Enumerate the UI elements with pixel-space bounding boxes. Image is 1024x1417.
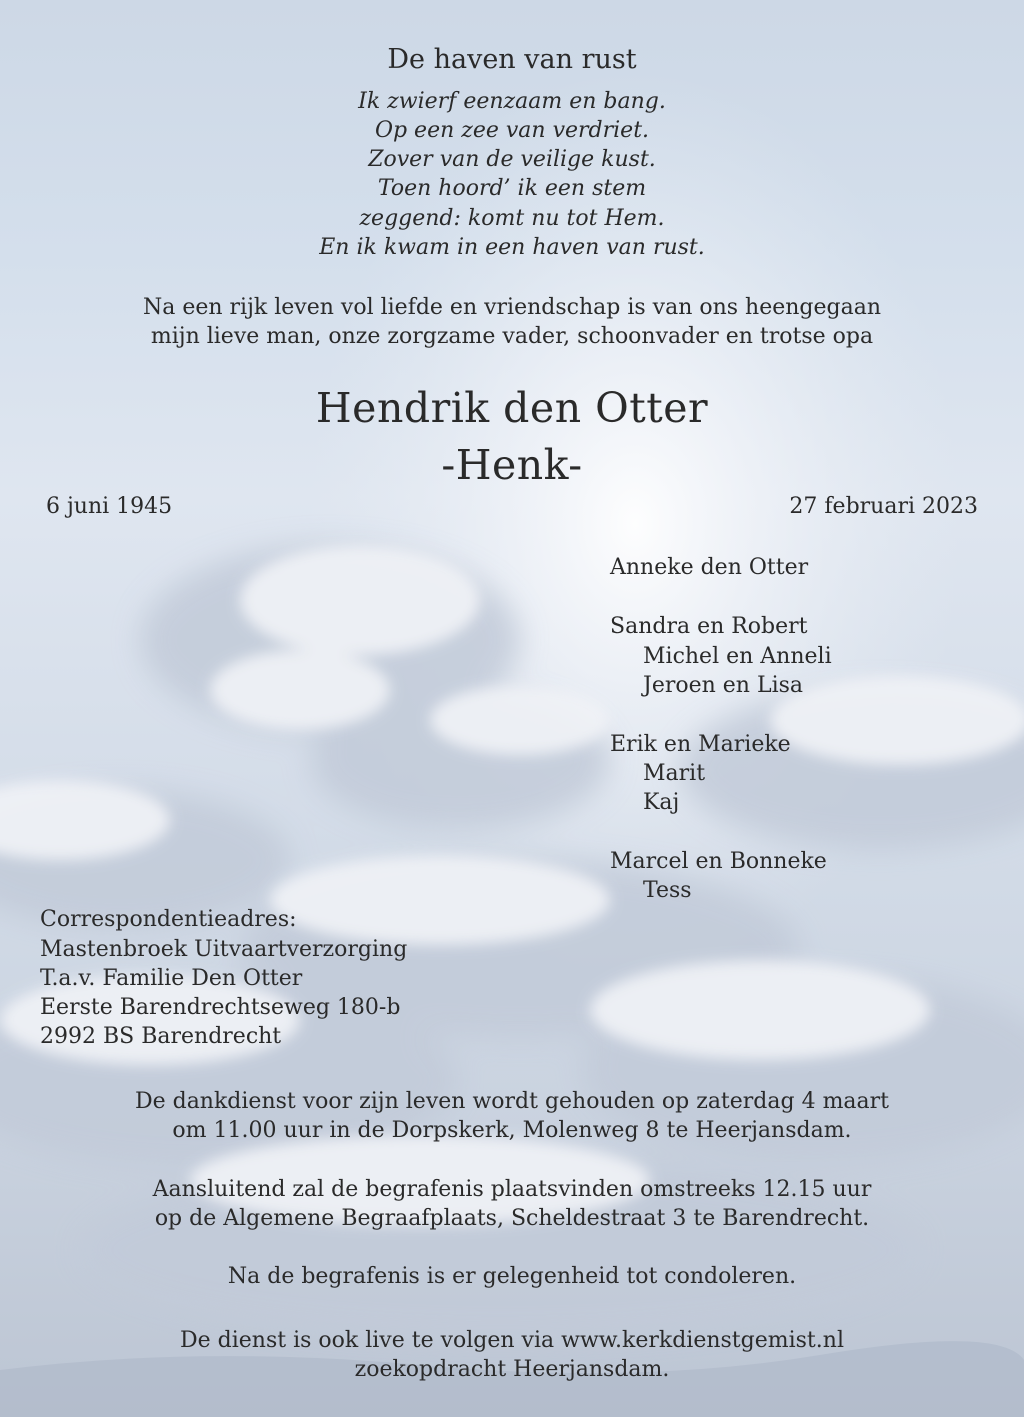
poem-line: zeggend: komt nu tot Hem.: [359, 206, 665, 231]
poem-line: Ik zwierf eenzaam en bang.: [358, 89, 666, 114]
family-parents: Sandra en Robert: [610, 614, 808, 639]
family-child: Michel en Anneli: [643, 644, 832, 669]
address-company: Mastenbroek Uitvaartverzorging: [40, 937, 408, 962]
family-parents: Marcel en Bonneke: [610, 849, 827, 874]
intro-text-line: mijn lieve man, onze zorgzame vader, schoonvader en trotse opa: [150, 324, 874, 349]
death-date: 27 februari 2023: [789, 494, 978, 519]
deceased-name: Hendrik den Otter: [315, 384, 709, 432]
poem-line: Toen hoord’ ik een stem: [377, 176, 647, 201]
poem-line: En ik kwam in een haven van rust.: [319, 235, 705, 260]
family-child: Marit: [643, 761, 706, 786]
birth-date: 6 juni 1945: [46, 494, 173, 519]
address-city: 2992 BS Barendrecht: [40, 1024, 282, 1049]
condolence-text: Na de begrafenis is er gelegenheid tot condoleren.: [227, 1264, 797, 1289]
intro-text-line: Na een rijk leven vol liefde en vriendschap is van ons heengegaan: [142, 295, 882, 320]
family-child: Tess: [643, 878, 692, 903]
family-child: Kaj: [643, 790, 680, 815]
family-child: Jeroen en Lisa: [643, 673, 804, 698]
service-text-line: De dankdienst voor zijn leven wordt gehouden op zaterdag 4 maart: [134, 1089, 890, 1114]
family-parents: Erik en Marieke: [610, 732, 791, 757]
address-attention: T.a.v. Familie Den Otter: [40, 966, 303, 991]
poem-line: Zover van de veilige kust.: [368, 147, 656, 172]
address-heading: Correspondentieadres:: [40, 907, 297, 932]
burial-text-line: op de Algemene Begraafplaats, Scheldestraat 3 te Barendrecht.: [154, 1206, 870, 1231]
address-street: Eerste Barendrechtseweg 180-b: [40, 995, 401, 1020]
livestream-text-line: De dienst is ook live te volgen via www.kerkdienstgemist.nl: [180, 1328, 844, 1353]
poem-title: De haven van rust: [387, 44, 637, 75]
deceased-nickname: -Henk-: [441, 441, 583, 489]
service-text-line: om 11.00 uur in de Dorpskerk, Molenweg 8 te Heerjansdam.: [172, 1118, 852, 1143]
family-spouse: Anneke den Otter: [610, 555, 809, 580]
livestream-text-line: zoekopdracht Heerjansdam.: [354, 1357, 670, 1382]
poem-line: Op een zee van verdriet.: [374, 118, 650, 143]
burial-text-line: Aansluitend zal de begrafenis plaatsvinden omstreeks 12.15 uur: [152, 1177, 872, 1202]
